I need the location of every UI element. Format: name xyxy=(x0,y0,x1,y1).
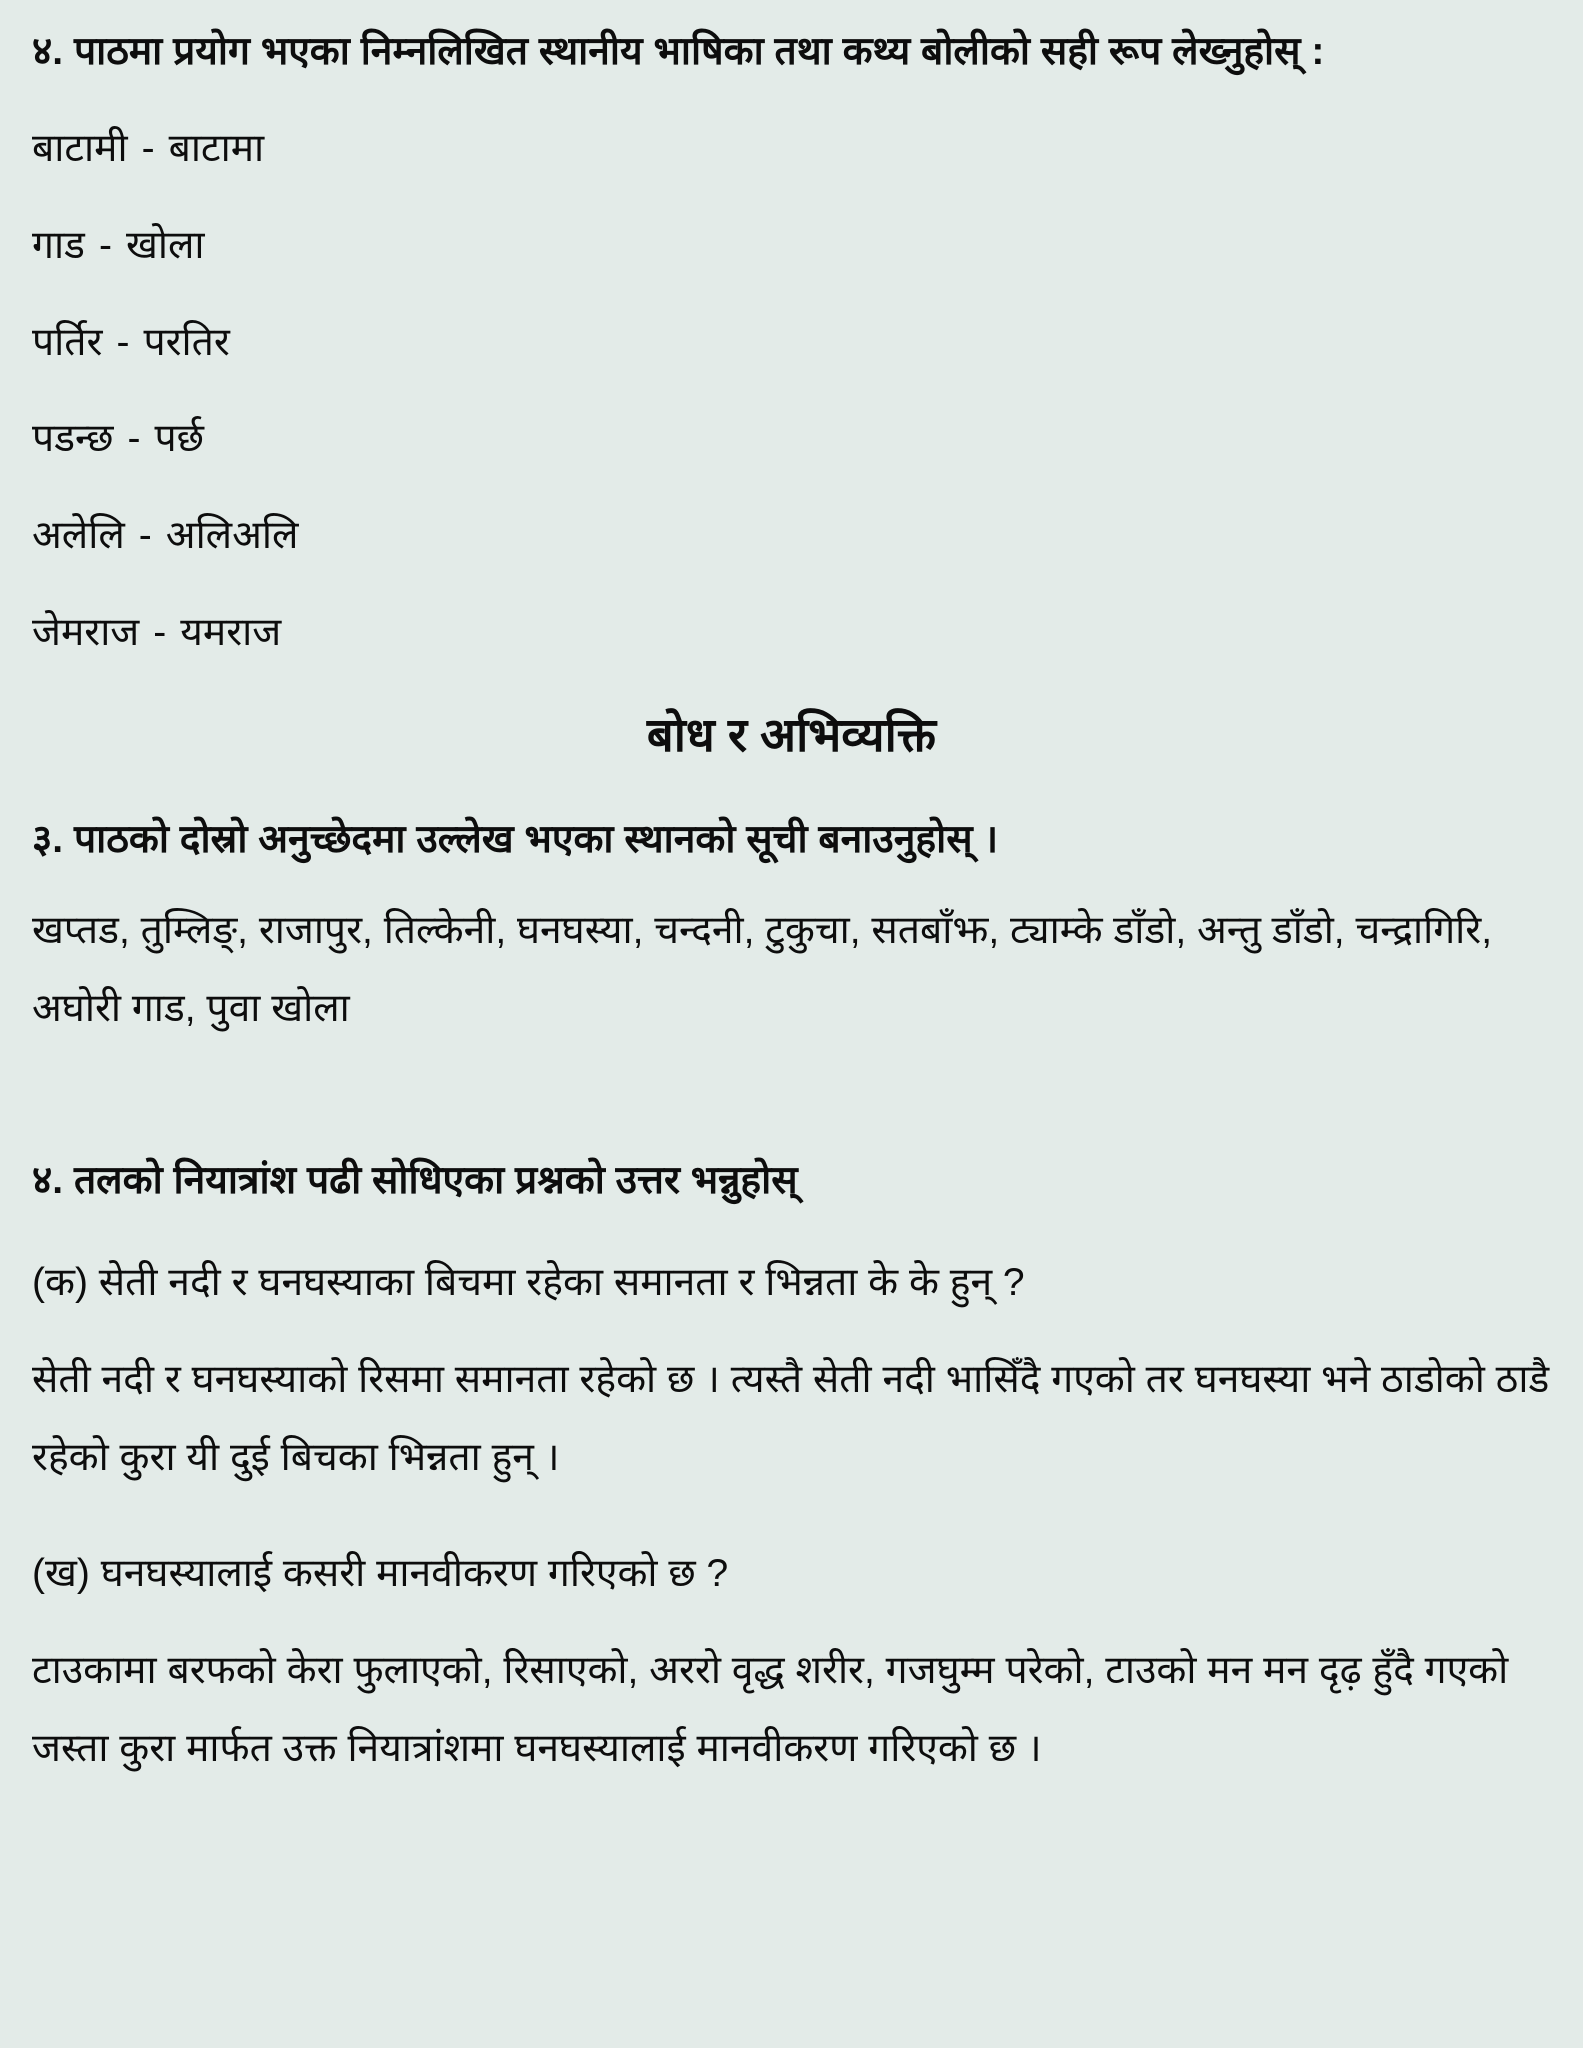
dialect-word: पर्तिर xyxy=(32,320,103,364)
q3-answer: खप्तड, तुम्लिङ्, राजापुर, तिल्केनी, घनघस्या, चन्दनी, टुकुचा, सतबाँझ, ट्याम्के डाँडो, अन्तु डाँडो, चन्द्रागिरि, अघोरी गाड, पुवा खोला xyxy=(32,908,1493,1030)
vocab-pair xyxy=(32,416,1551,463)
dialect-word: गाड xyxy=(32,223,85,267)
q4-part-a-question xyxy=(32,1258,1551,1309)
standard-word: पर्छ xyxy=(154,417,205,461)
pair-separator: - xyxy=(153,610,167,654)
pair-separator: - xyxy=(127,417,141,461)
dialect-word: अलेलि xyxy=(32,514,125,558)
standard-word: परतिर xyxy=(143,320,230,364)
vocab-question: ४. पाठमा प्रयोग भएका निम्नलिखित स्थानीय भाषिका तथा कथ्य बोलीको सही रूप लेख्नुहोस् : xyxy=(32,30,1325,73)
part-question: सेती नदी र घनघस्याका बिचमा रहेका समानता र भिन्नता के के हुन् ? xyxy=(98,1261,1025,1305)
section-heading: बोध र अभिव्यक्ति xyxy=(646,707,937,761)
standard-word: यमराज xyxy=(180,610,282,654)
standard-word: अलिअलि xyxy=(165,514,299,558)
part-label: (ख) xyxy=(32,1552,90,1596)
vocab-pair xyxy=(32,126,1551,173)
dialect-word: पडन्छ xyxy=(32,417,114,461)
vocab-pair xyxy=(32,513,1551,560)
vocab-pair xyxy=(32,223,1551,270)
q4-question: ४. तलको नियात्रांश पढी सोधिएका प्रश्नको उत्तर भन्नुहोस् xyxy=(32,1158,798,1202)
pair-separator: - xyxy=(116,320,130,364)
part-label: (क) xyxy=(32,1261,88,1305)
standard-word: बाटामा xyxy=(168,126,265,170)
part-question: घनघस्यालाई कसरी मानवीकरण गरिएको छ ? xyxy=(100,1552,729,1596)
q4-part-b-question xyxy=(32,1549,1551,1600)
vocab-pair xyxy=(32,610,1551,657)
vocab-pairs-list xyxy=(32,126,1551,657)
dialect-word: जेमराज xyxy=(32,610,140,654)
dialect-word: बाटामी xyxy=(32,126,128,170)
q3-question: ३. पाठको दोस्रो अनुच्छेदमा उल्लेख भएका स्थानको सूची बनाउनुहोस् । xyxy=(32,818,999,862)
pair-separator: - xyxy=(141,126,155,170)
q4-part-b-answer: टाउकामा बरफको केरा फुलाएको, रिसाएको, अररो वृद्ध शरीर, गजघुम्म परेको, टाउको मन मन दृढ़ हुँदै गएको जस्ता कुरा मार्फत उक्त नियात्रांशमा घनघस्यालाई मानवीकरण गरिएको छ । xyxy=(32,1648,1509,1770)
q4-part-a-answer: सेती नदी र घनघस्याको रिसमा समानता रहेको छ । त्यस्तै सेती नदी भासिँदै गएको तर घनघस्या भने ठाडोको ठाडै रहेको कुरा यी दुई बिचका भिन्नता हुन् । xyxy=(32,1358,1550,1480)
pair-separator: - xyxy=(138,514,152,558)
standard-word: खोला xyxy=(125,223,205,267)
vocab-pair xyxy=(32,320,1551,367)
pair-separator: - xyxy=(98,223,112,267)
